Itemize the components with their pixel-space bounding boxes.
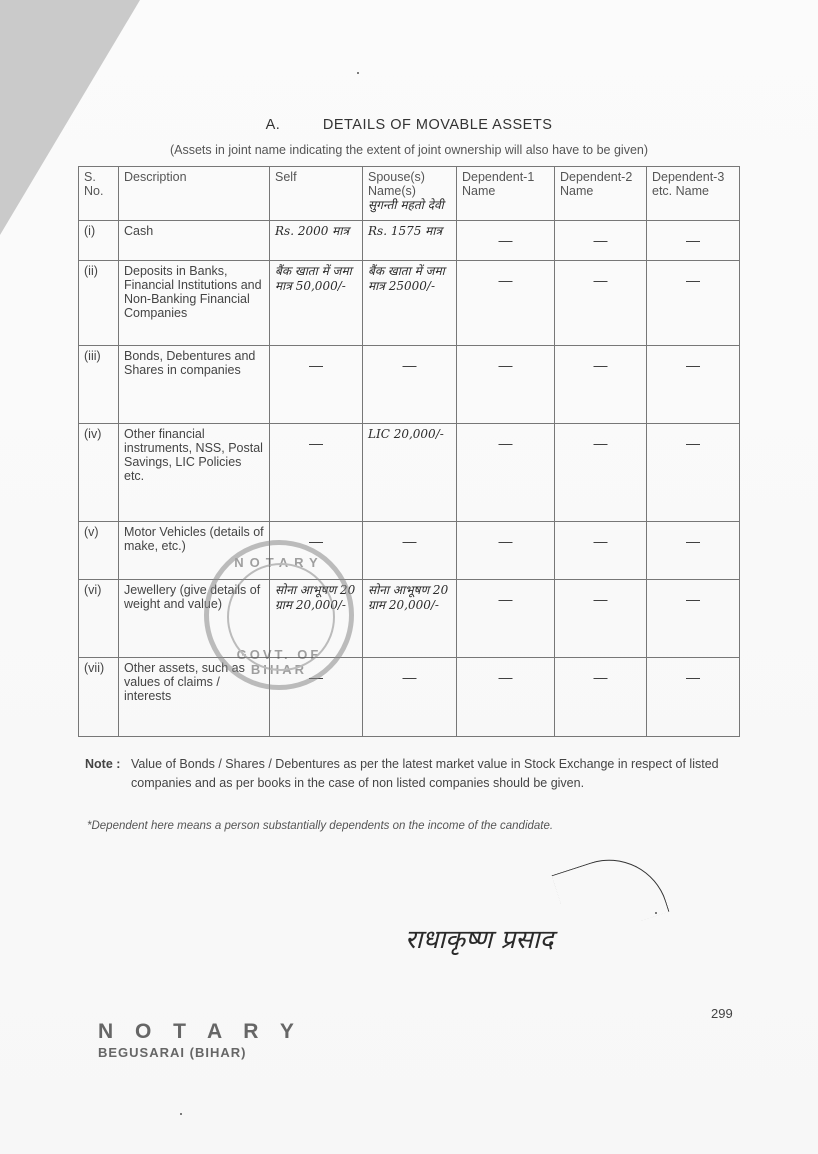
row-dependent-3-value [647,658,740,737]
scan-speck [357,72,359,74]
note-label: Note : [85,757,121,771]
row-sno-text: (vii) [84,661,105,675]
table-row [79,580,740,658]
row-sno-text: (iv) [84,427,102,441]
row-dependent-3-value-text: — [686,533,700,549]
seal-bottom-text: GOVT. OF BIHAR [236,647,322,677]
row-dependent-3-value-text: — [686,232,700,248]
notary-stamp-text: N O T A R Y [98,1020,302,1043]
candidate-signature: राधाकृष्ण प्रसाद [405,925,554,955]
row-spouse-value [363,424,457,522]
row-dependent-2-value [555,221,647,261]
row-dependent-2-value-text: — [593,591,608,607]
table-row [79,522,740,580]
header-dependent-2: Dependent-2 Name [555,167,647,221]
row-spouse-value-text: — [402,669,417,685]
row-dependent-1-value [457,658,555,737]
row-self-value-text: सोना आभूषण 20 ग्राम 20,000/- [275,583,356,612]
header-dependent-1: Dependent-1 Name [457,167,555,221]
row-dependent-2-value [555,261,647,346]
row-dependent-1-value-text: — [498,669,513,685]
row-dependent-3-value [647,261,740,346]
row-dependent-1-value [457,580,555,658]
row-dependent-3-value [647,346,740,424]
notary-seal [204,540,354,690]
table-row [79,424,740,522]
row-spouse-value [363,522,457,580]
row-dependent-2-value-text: — [593,669,608,685]
row-description [119,261,270,346]
table-row [79,346,740,424]
row-dependent-3-value [647,221,740,261]
section-number: A. [265,117,281,133]
header-description: Description [119,167,270,221]
row-description-text: Other financial instruments, NSS, Postal Savings, LIC Policies etc. [124,427,263,483]
row-spouse-value [363,658,457,737]
row-spouse-value [363,580,457,658]
row-dependent-2-value [555,522,647,580]
row-self-value [270,261,363,346]
row-dependent-1-value-text: — [498,357,513,373]
row-sno [79,580,119,658]
row-dependent-1-value [457,221,555,261]
row-dependent-1-value-text: — [498,232,513,248]
row-dependent-1-value [457,424,555,522]
page-number: 299 [711,1006,733,1021]
row-description-text: Cash [124,224,154,238]
row-spouse-value-text: बैंक खाता में जमा मात्र 25000/- [368,264,445,293]
spouse-name-handwritten: सुगन्ती महतो देवी [368,198,444,212]
row-sno [79,221,119,261]
row-description [119,221,270,261]
table-row [79,658,740,737]
row-self-value-text: — [309,669,323,685]
row-description-text: Jewellery (give details of weight and value) [124,583,261,611]
row-spouse-value-text: — [402,357,417,373]
header-sno: S. No. [79,167,119,221]
dependent-footnote: *Dependent here means a person substantially dependents on the income of the candidate. [87,820,554,832]
header-dependent-3: Dependent-3 etc. Name [647,167,740,221]
row-sno-text: (iii) [84,349,101,363]
row-sno [79,522,119,580]
row-sno-text: (i) [84,224,96,238]
row-sno-text: (v) [84,525,99,539]
row-sno [79,346,119,424]
row-dependent-2-value-text: — [593,435,608,451]
scan-speck [655,912,657,914]
row-sno [79,261,119,346]
row-self-value-text: — [309,533,323,549]
row-dependent-3-value [647,522,740,580]
row-dependent-2-value-text: — [593,533,608,549]
row-dependent-2-value-text: — [593,272,608,288]
scan-speck [180,1113,182,1115]
row-dependent-2-value [555,658,647,737]
row-description [119,346,270,424]
row-dependent-3-value-text: — [686,591,700,607]
row-dependent-1-value-text: — [498,272,513,288]
row-self-value [270,346,363,424]
row-dependent-3-value-text: — [686,435,700,451]
row-description-text: Deposits in Banks, Financial Institutions and Non-Banking Financial Companies [124,264,262,320]
row-dependent-2-value-text: — [593,357,608,373]
header-spouse [363,167,457,221]
row-sno [79,658,119,737]
row-self-value-text: बैंक खाता में जमा मात्र 50,000/- [275,264,352,293]
note-text: Value of Bonds / Shares / Debentures as per the latest market value in Stock Exchange in respect of listed companies and as per books in the case of non listed companies should be given. [131,757,719,790]
row-self-value-text: Rs. 2000 मात्र [275,224,350,238]
row-sno [79,424,119,522]
row-dependent-3-value-text: — [686,669,700,685]
note-block [85,755,737,793]
row-dependent-2-value [555,580,647,658]
section-subtitle: (Assets in joint name indicating the extent of joint ownership will also have to be given) [169,143,649,157]
row-self-value [270,424,363,522]
section-heading [0,117,818,133]
row-self-value [270,221,363,261]
row-dependent-1-value-text: — [498,591,513,607]
table-header-row [79,167,740,221]
row-spouse-value [363,346,457,424]
signature-flourish [552,844,670,943]
seal-top-text: NOTARY [234,555,324,570]
row-dependent-2-value [555,346,647,424]
row-spouse-value-text: LIC 20,000/- [368,427,444,441]
row-spouse-value-text: सोना आभूषण 20 ग्राम 20,000/- [368,583,449,612]
row-dependent-3-value-text: — [686,272,700,288]
row-dependent-3-value-text: — [686,357,700,373]
row-spouse-value-text: Rs. 1575 मात्र [368,224,443,238]
row-description [119,424,270,522]
row-dependent-1-value [457,261,555,346]
row-sno-text: (vi) [84,583,102,597]
row-dependent-3-value [647,424,740,522]
table-row [79,261,740,346]
row-spouse-value [363,221,457,261]
row-dependent-2-value [555,424,647,522]
row-description-text: Motor Vehicles (details of make, etc.) [124,525,264,553]
row-self-value-text: — [309,435,323,451]
row-self-value-text: — [309,357,323,373]
row-dependent-1-value [457,346,555,424]
notary-place-text: BEGUSARAI (BIHAR) [98,1045,247,1060]
row-description-text: Other assets, such as values of claims / interests [124,661,245,703]
row-spouse-value-text: — [402,533,417,549]
row-dependent-1-value-text: — [498,435,513,451]
table-row [79,221,740,261]
row-description-text: Bonds, Debentures and Shares in companies [124,349,256,377]
row-sno-text: (ii) [84,264,98,278]
header-self: Self [270,167,363,221]
row-dependent-3-value [647,580,740,658]
row-spouse-value [363,261,457,346]
row-dependent-2-value-text: — [593,232,608,248]
header-spouse-label: Spouse(s) Name(s) [368,170,425,198]
row-dependent-1-value [457,522,555,580]
section-title: DETAILS OF MOVABLE ASSETS [322,117,553,133]
row-dependent-1-value-text: — [498,533,513,549]
movable-assets-table [78,166,740,737]
